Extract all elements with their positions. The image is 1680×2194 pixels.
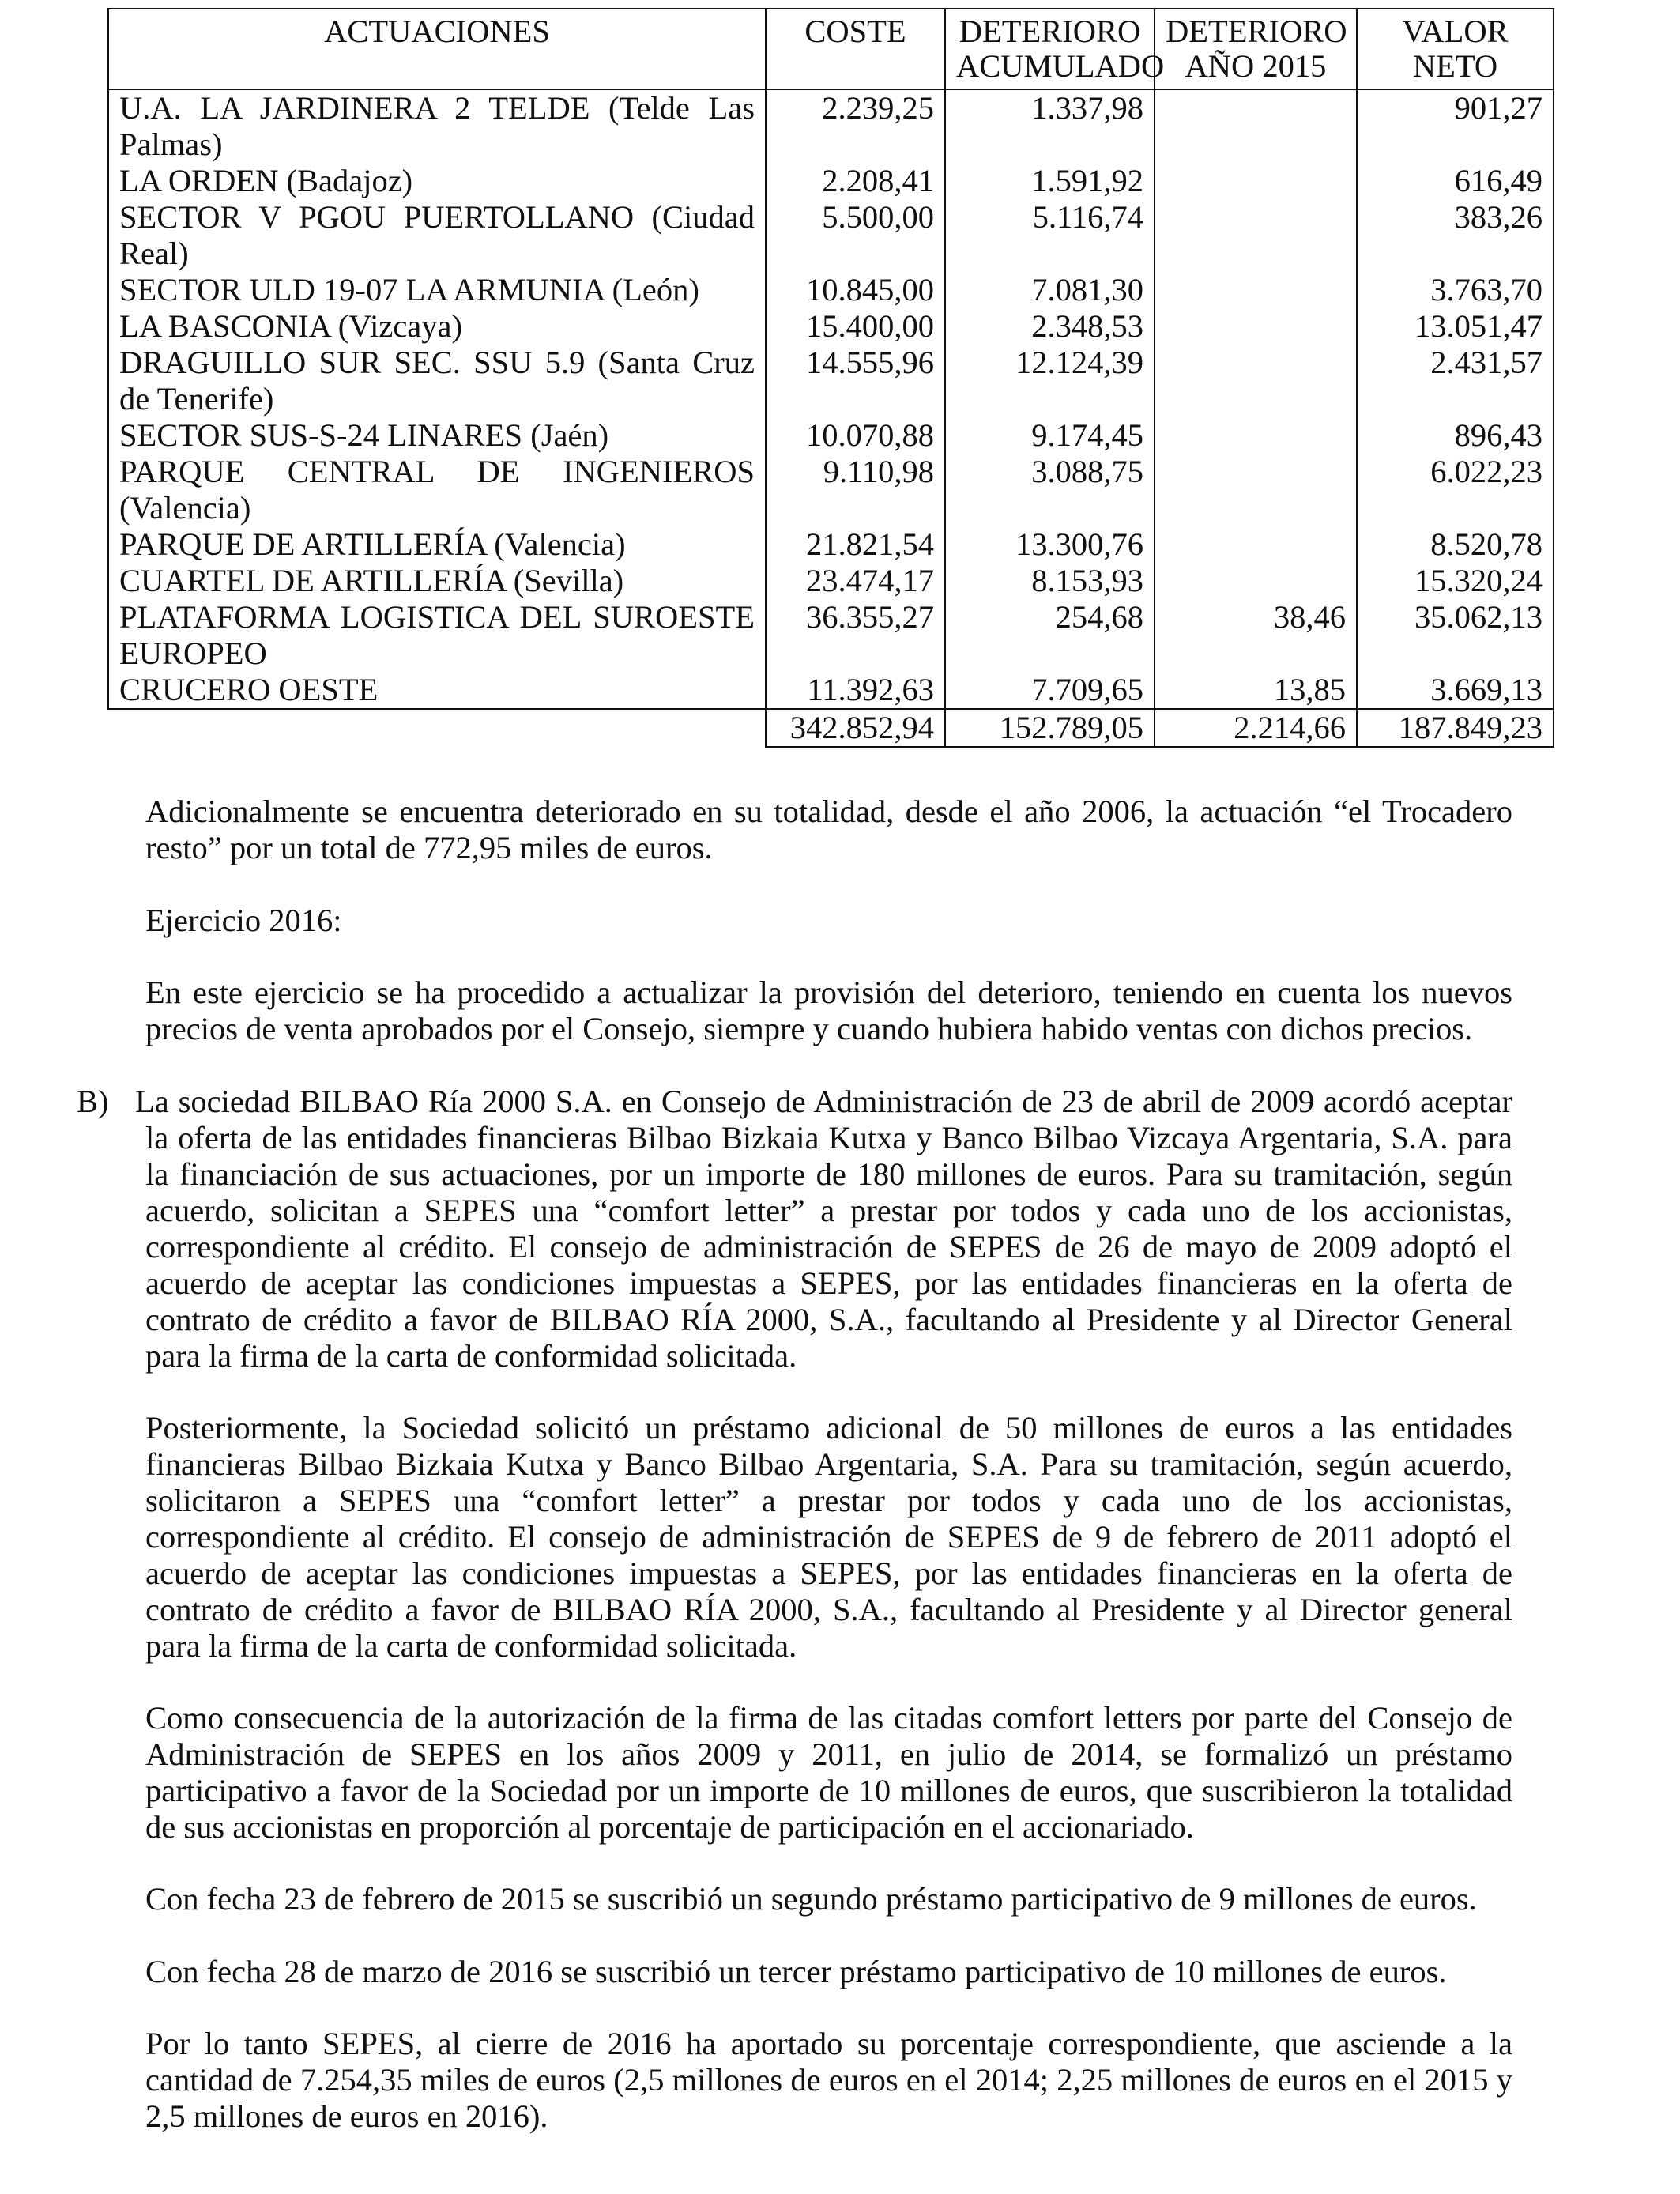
row-deterioro-2015 [1155, 454, 1357, 526]
row-coste: 9.110,98 [766, 454, 945, 526]
paragraph-aportacion-sepes: Por lo tanto SEPES, al cierre de 2016 ha aportado su porcentaje correspondiente, que asciende a la cantidad de 7.254,35 miles de euros (2,5 millones de euros en el 2014; 2,25 millones de euros en el 2015 y 2,5 millones de euros en 2016). [145, 2026, 1512, 2134]
table-row [108, 272, 1554, 308]
row-deterioro-acumulado: 12.124,39 [945, 345, 1155, 417]
table-row [108, 563, 1554, 599]
row-valor-neto: 2.431,57 [1357, 345, 1554, 417]
row-deterioro-2015 [1155, 563, 1357, 599]
row-deterioro-acumulado: 13.300,76 [945, 526, 1155, 563]
row-deterioro-2015 [1155, 417, 1357, 454]
row-coste: 14.555,96 [766, 345, 945, 417]
section-b-first-line: La sociedad BILBAO Ría 2000 S.A. en Consejo de Administración de 23 de abril de 2009 acordó aceptar [135, 1084, 1512, 1119]
heading-ejercicio-2016: Ejercicio 2016: [145, 903, 342, 938]
header-deterioro-acumulado-text: DETERIORO ACUMULADO [956, 13, 1165, 84]
header-deterioro-2015-text: DETERIORO AÑO 2015 [1166, 13, 1347, 84]
section-b-paragraph: la oferta de las entidades financieras Bilbao Bizkaia Kutxa y Banco Bilbao Vizcaya Argentaria, S.A. para la financiación de sus actuaciones, por un importe de 180 millones de euros. Para su tramitación, según acuerdo, solicitan a SEPES una “comfort letter” a prestar por todos y cada uno de los accionistas, correspondiente al crédito. El consejo de administración de SEPES de 26 de mayo de 2009 adoptó el acuerdo de aceptar las condiciones impuestas a SEPES, por las entidades financieras en la oferta de contrato de crédito a favor de BILBAO RÍA 2000, S.A., facultando al Presidente y al Director General para la firma de la carta de conformidad solicitada. [145, 1120, 1512, 1374]
actuaciones-table [107, 8, 1554, 748]
table-total-row [108, 709, 1554, 747]
row-valor-neto: 6.022,23 [1357, 454, 1554, 526]
total-deterioro-2015: 2.214,66 [1155, 709, 1357, 747]
row-valor-neto: 8.520,78 [1357, 526, 1554, 563]
table-row [108, 599, 1554, 672]
row-deterioro-2015 [1155, 163, 1357, 199]
row-deterioro-2015 [1155, 526, 1357, 563]
row-valor-neto: 15.320,24 [1357, 563, 1554, 599]
row-deterioro-acumulado: 8.153,93 [945, 563, 1155, 599]
row-deterioro-2015 [1155, 89, 1357, 163]
row-coste: 21.821,54 [766, 526, 945, 563]
row-actuacion-name: SECTOR SUS-S-24 LINARES (Jaén) [108, 417, 766, 454]
row-coste: 10.070,88 [766, 417, 945, 454]
row-coste: 5.500,00 [766, 199, 945, 272]
total-blank-cell [108, 709, 766, 747]
row-valor-neto: 896,43 [1357, 417, 1554, 454]
table-row [108, 526, 1554, 563]
header-actuaciones: ACTUACIONES [108, 9, 766, 89]
header-deterioro-2015 [1155, 9, 1357, 89]
row-valor-neto: 616,49 [1357, 163, 1554, 199]
row-deterioro-acumulado: 5.116,74 [945, 199, 1155, 272]
row-coste: 10.845,00 [766, 272, 945, 308]
row-coste: 36.355,27 [766, 599, 945, 672]
table-row [108, 199, 1554, 272]
row-valor-neto: 901,27 [1357, 89, 1554, 163]
paragraph-provision: En este ejercicio se ha procedido a actualizar la provisión del deterioro, teniendo en cuenta los nuevos precios de venta aprobados por el Consejo, siempre y cuando hubiera habido ventas con dichos precios. [145, 974, 1512, 1046]
row-valor-neto: 3.763,70 [1357, 272, 1554, 308]
row-deterioro-2015 [1155, 199, 1357, 272]
row-coste: 11.392,63 [766, 672, 945, 709]
section-b-label: B) [77, 1084, 109, 1119]
row-deterioro-2015: 38,46 [1155, 599, 1357, 672]
row-deterioro-acumulado: 9.174,45 [945, 417, 1155, 454]
row-deterioro-2015 [1155, 272, 1357, 308]
row-valor-neto: 3.669,13 [1357, 672, 1554, 709]
row-coste: 15.400,00 [766, 308, 945, 345]
table-row [108, 345, 1554, 417]
row-valor-neto: 13.051,47 [1357, 308, 1554, 345]
row-actuacion-name: CUARTEL DE ARTILLERÍA (Sevilla) [108, 563, 766, 599]
row-actuacion-name: CRUCERO OESTE [108, 672, 766, 709]
header-coste: COSTE [766, 9, 945, 89]
paragraph-prestamo-participativo: Como consecuencia de la autorización de la firma de las citadas comfort letters por parte del Consejo de Administración de SEPES en los años 2009 y 2011, en julio de 2014, se formalizó un préstamo participativo a favor de la Sociedad por un importe de 10 millones de euros, que suscribieron la totalidad de sus accionistas en proporción al porcentaje de participación en el accionariado. [145, 1700, 1512, 1845]
paragraph-prestamo-adicional: Posteriormente, la Sociedad solicitó un préstamo adicional de 50 millones de euros a las entidades financieras Bilbao Bizkaia Kutxa y Banco Bilbao Argentaria, S.A. Para su tramitación, según acuerdo, solicitaron a SEPES una “comfort letter” a prestar por todos y cada uno de los accionistas, correspondiente al crédito. El consejo de administración de SEPES de 9 de febrero de 2011 adoptó el acuerdo de aceptar las condiciones impuestas a SEPES, por las entidades financieras en la oferta de contrato de crédito a favor de BILBAO RÍA 2000, S.A., facultando al Presidente y al Director general para la firma de la carta de conformidad solicitada. [145, 1410, 1512, 1664]
row-valor-neto: 35.062,13 [1357, 599, 1554, 672]
row-deterioro-2015: 13,85 [1155, 672, 1357, 709]
table-row [108, 163, 1554, 199]
row-deterioro-acumulado: 1.591,92 [945, 163, 1155, 199]
row-actuacion-name: SECTOR ULD 19-07 LA ARMUNIA (León) [108, 272, 766, 308]
header-valor-neto-text: VALOR NETO [1402, 13, 1509, 84]
row-actuacion-name: SECTOR V PGOU PUERTOLLANO (Ciudad Real) [108, 199, 766, 272]
header-deterioro-acumulado [945, 9, 1165, 89]
row-deterioro-acumulado: 254,68 [945, 599, 1155, 672]
paragraph-trocadero: Adicionalmente se encuentra deteriorado en su totalidad, desde el año 2006, la actuación “el Trocadero resto” por un total de 772,95 miles de euros. [145, 794, 1512, 865]
table-row [108, 672, 1554, 709]
paragraph-segundo-prestamo: Con fecha 23 de febrero de 2015 se suscribió un segundo préstamo participativo de 9 millones de euros. [145, 1881, 1477, 1917]
row-actuacion-name: LA ORDEN (Badajoz) [108, 163, 766, 199]
table-row [108, 417, 1554, 454]
row-actuacion-name: PARQUE CENTRAL DE INGENIEROS (Valencia) [108, 454, 766, 526]
total-valor-neto: 187.849,23 [1357, 709, 1554, 747]
row-actuacion-name: DRAGUILLO SUR SEC. SSU 5.9 (Santa Cruz de Tenerife) [108, 345, 766, 417]
table-body [108, 89, 1554, 709]
row-actuacion-name: U.A. LA JARDINERA 2 TELDE (Telde Las Palmas) [108, 89, 766, 163]
row-actuacion-name: PLATAFORMA LOGISTICA DEL SUROESTE EUROPEO [108, 599, 766, 672]
total-coste: 342.852,94 [766, 709, 945, 747]
row-deterioro-2015 [1155, 308, 1357, 345]
row-deterioro-acumulado: 3.088,75 [945, 454, 1155, 526]
table-row [108, 308, 1554, 345]
total-deterioro-acumulado: 152.789,05 [945, 709, 1155, 747]
row-deterioro-acumulado: 1.337,98 [945, 89, 1155, 163]
row-coste: 2.208,41 [766, 163, 945, 199]
row-actuacion-name: LA BASCONIA (Vizcaya) [108, 308, 766, 345]
table-row [108, 89, 1554, 163]
row-actuacion-name: PARQUE DE ARTILLERÍA (Valencia) [108, 526, 766, 563]
row-valor-neto: 383,26 [1357, 199, 1554, 272]
row-deterioro-2015 [1155, 345, 1357, 417]
paragraph-tercer-prestamo: Con fecha 28 de marzo de 2016 se suscribió un tercer préstamo participativo de 10 millones de euros. [145, 1954, 1447, 1989]
row-deterioro-acumulado: 7.081,30 [945, 272, 1155, 308]
row-deterioro-acumulado: 7.709,65 [945, 672, 1155, 709]
row-coste: 23.474,17 [766, 563, 945, 599]
row-coste: 2.239,25 [766, 89, 945, 163]
table-header-row [108, 9, 1554, 89]
header-valor-neto [1357, 9, 1554, 89]
table-row [108, 454, 1554, 526]
row-deterioro-acumulado: 2.348,53 [945, 308, 1155, 345]
